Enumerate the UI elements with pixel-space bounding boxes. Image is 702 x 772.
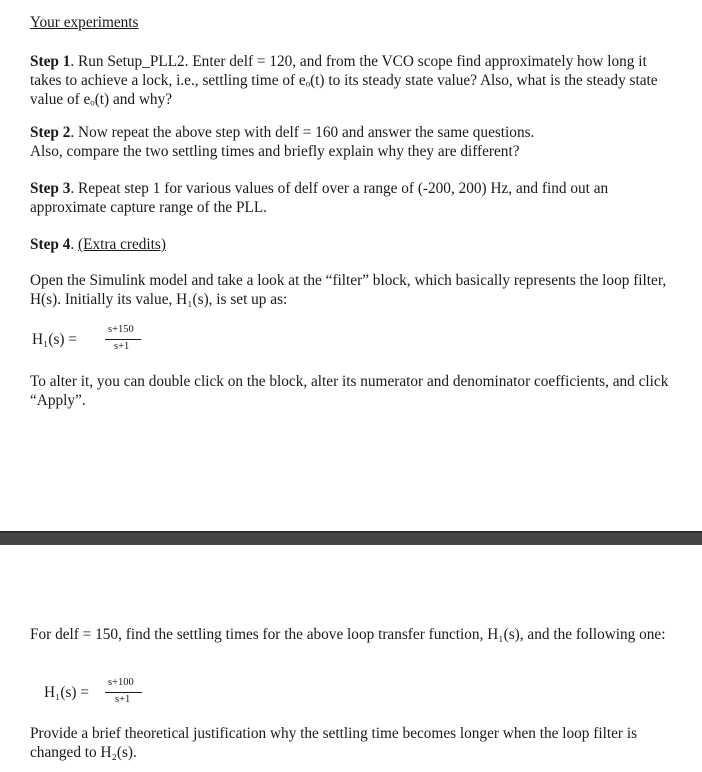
step-4-heading (30, 235, 670, 254)
step-4-label: Step 4 (30, 236, 71, 253)
equation-lhs: H₁(s) = (32, 331, 77, 348)
step-3-label: Step 3 (30, 180, 71, 197)
equation-lhs: H₁(s) = (44, 684, 89, 701)
page-divider (0, 531, 702, 545)
simulink-instructions: Open the Simulink model and take a look at the “filter” block, which basically represents the loop filter, H(s). Initially its value, H₁(s), is set up as: (30, 272, 667, 308)
equation-numerator: s+100 (108, 677, 134, 688)
step-1-paragraph (30, 52, 670, 109)
step-3-text: . Repeat step 1 for various values of delf over a range of (-200, 200) Hz, and find out an approximate capture range of the PLL. (30, 180, 609, 216)
step-2-paragraph (30, 123, 670, 161)
equation-h1-alternate (44, 677, 154, 713)
section-heading: Your experiments (30, 14, 139, 31)
alter-instructions: To alter it, you can double click on the block, alter its numerator and denominator coefficients, and click “Apply”. (30, 373, 669, 409)
equation-h1-initial (32, 324, 142, 360)
step-1-text: . Run Setup_PLL2. Enter delf = 120, and from the VCO scope find approximately how long it takes to achieve a lock, i.e., settling time of eₒ(t) to its steady state value? Also, what is the steady state value of eₒ(t) and why? (30, 53, 658, 108)
step-2-text-line-2: Also, compare the two settling times and briefly explain why they are different? (30, 143, 520, 160)
fraction-bar (105, 339, 141, 340)
delf-question: For delf = 150, find the settling times for the above loop transfer function, H₁(s), and the following one: (30, 626, 666, 643)
equation-denominator: s+1 (114, 341, 130, 352)
step-1-label: Step 1 (30, 53, 71, 70)
step-3-paragraph (30, 179, 670, 217)
fraction-bar (105, 692, 142, 693)
equation-numerator: s+150 (108, 324, 134, 335)
step-2-text-line-1: . Now repeat the above step with delf = 160 and answer the same questions. (70, 124, 535, 141)
justification-question: Provide a brief theoretical justification why the settling time becomes longer when the loop filter is changed to H₂(s). (30, 725, 638, 761)
step-4-separator: . (70, 236, 79, 253)
step-2-label: Step 2 (30, 124, 71, 141)
extra-credits-label: (Extra credits) (78, 236, 166, 253)
equation-denominator: s+1 (115, 694, 131, 705)
